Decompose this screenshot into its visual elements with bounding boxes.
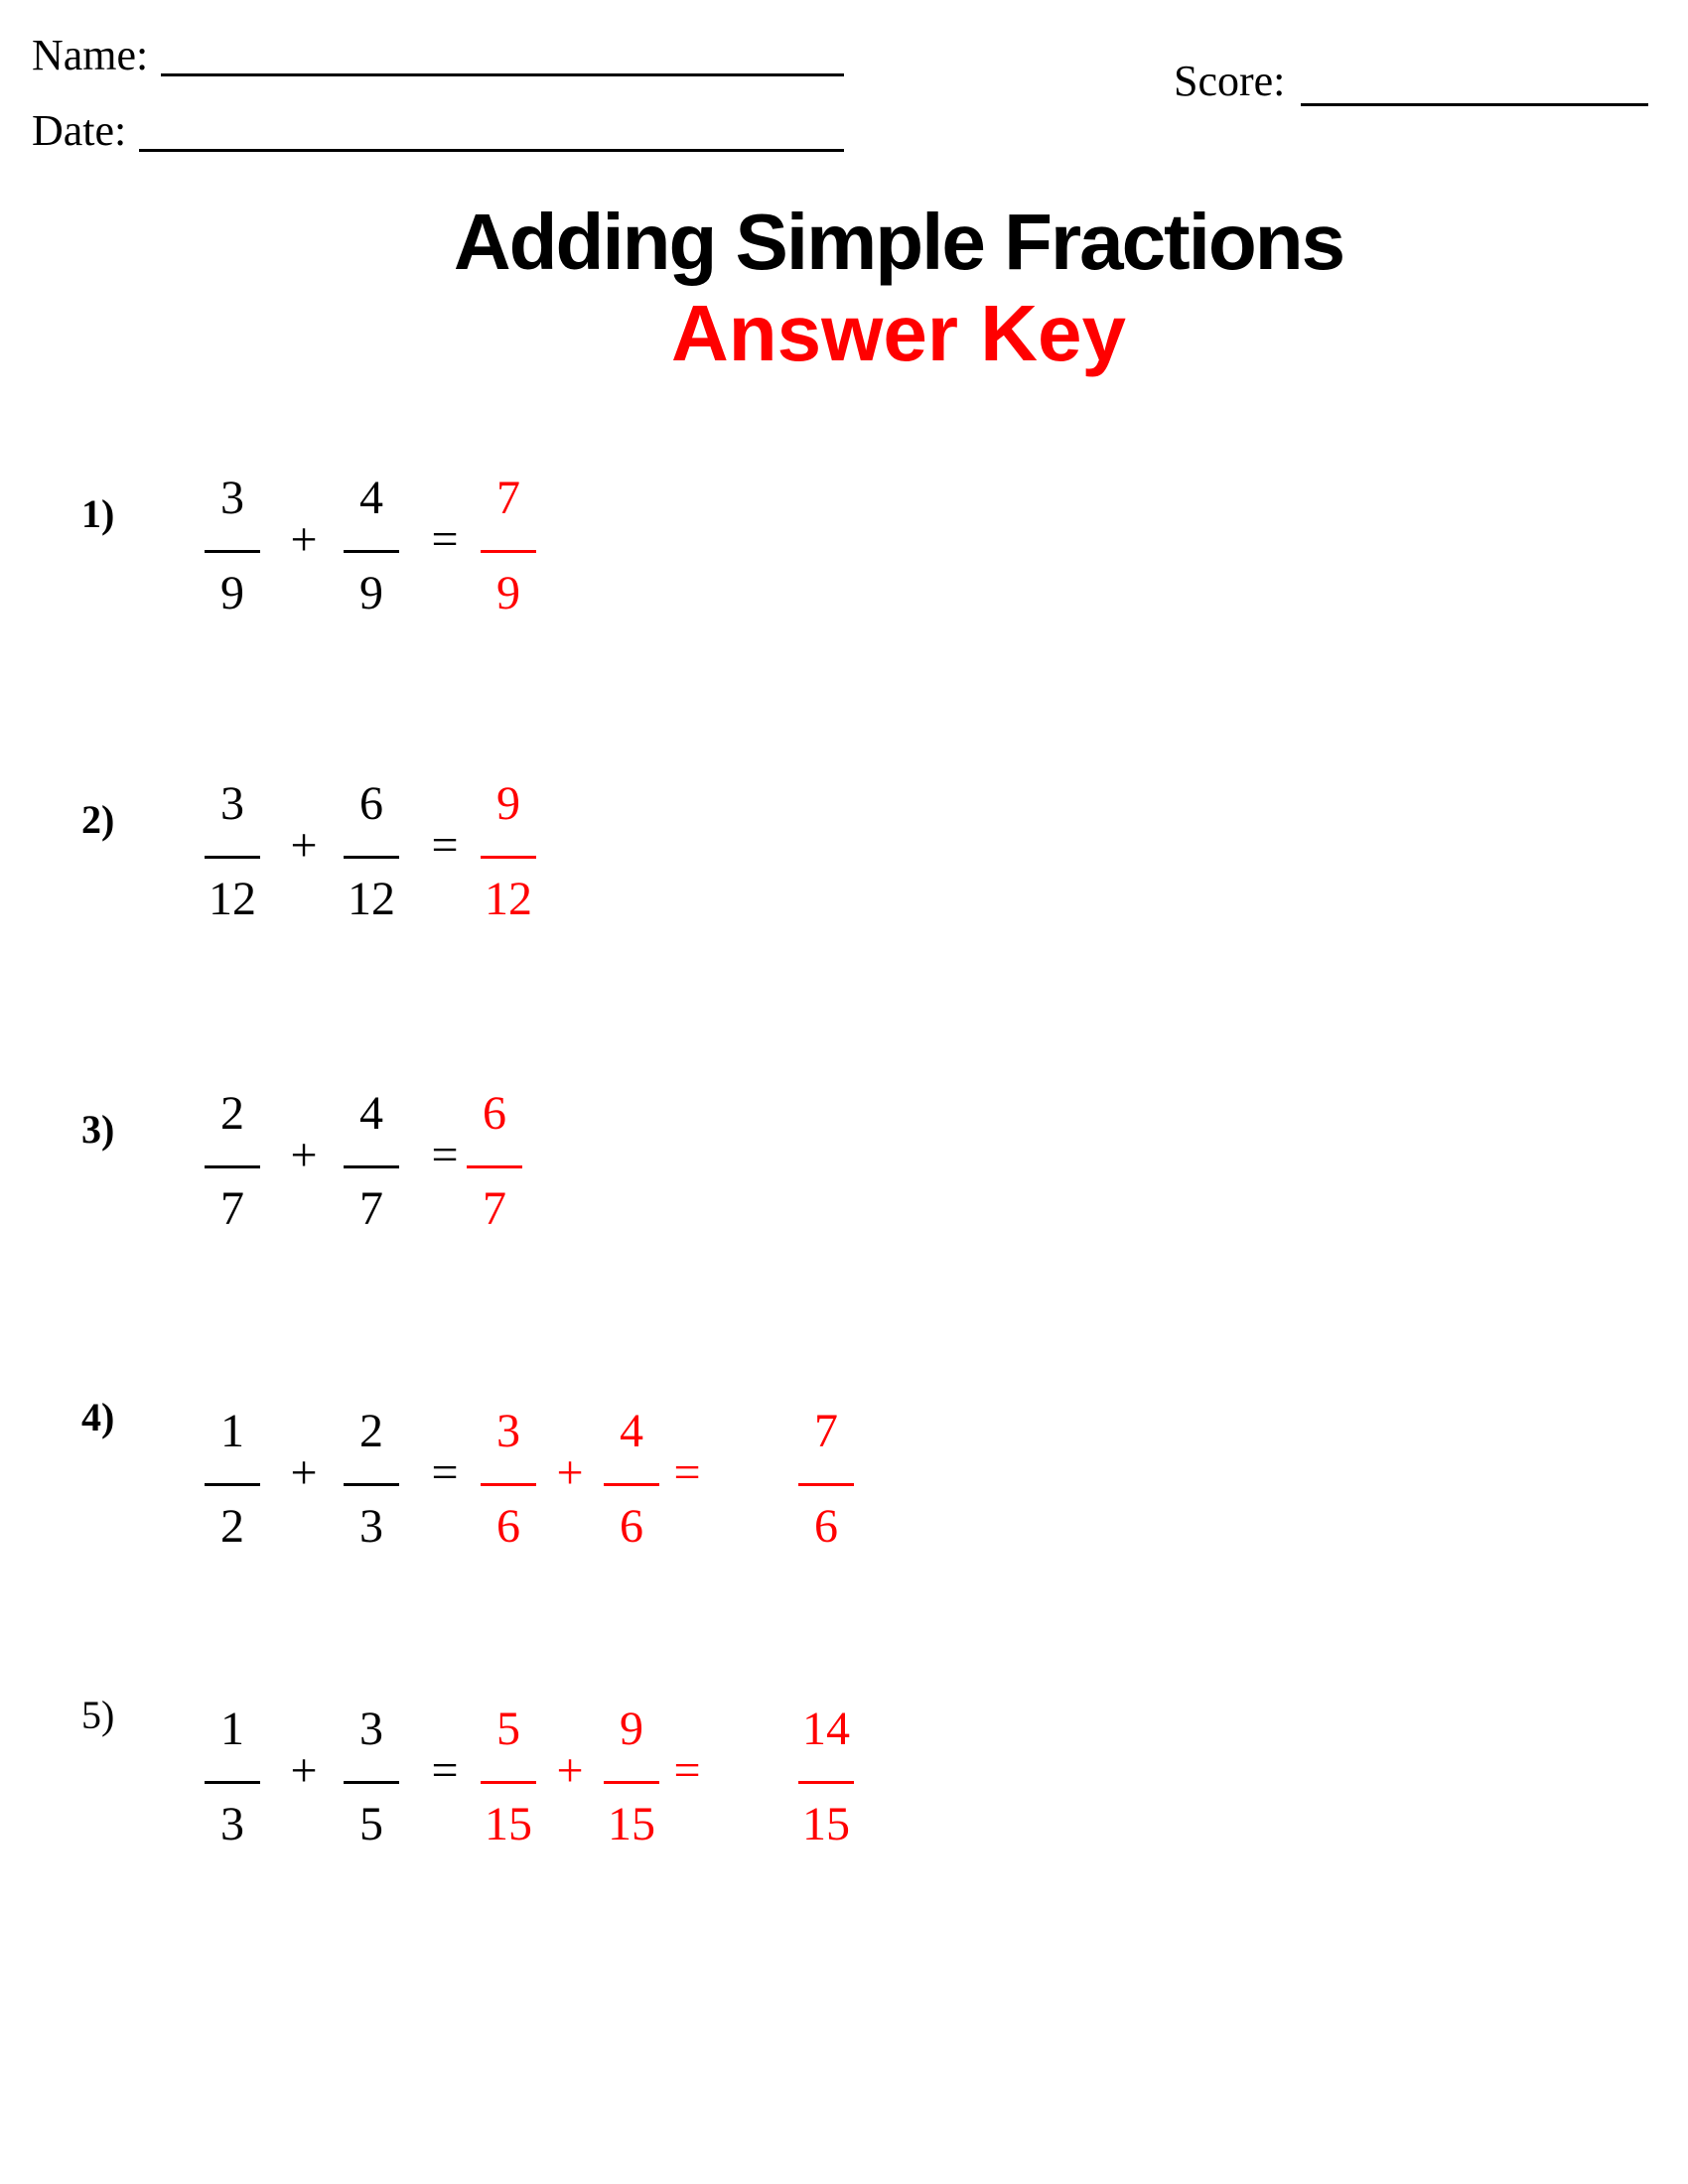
numerator: 6 [483, 1087, 506, 1140]
denominator: 5 [359, 1798, 383, 1850]
step-plus-sign: + [556, 1446, 584, 1499]
denominator: 15 [485, 1798, 532, 1850]
fraction-bar [481, 1781, 536, 1784]
fraction-bar [344, 1165, 399, 1168]
fraction-bar [798, 1483, 854, 1486]
fraction-bar [344, 856, 399, 859]
date-field[interactable] [139, 149, 844, 152]
denominator: 7 [483, 1182, 506, 1235]
worksheet-title: Adding Simple Fractions [453, 198, 1344, 286]
denominator: 6 [814, 1500, 838, 1553]
problem-number: 3) [81, 1107, 115, 1152]
fraction-bar [205, 856, 260, 859]
plus-sign: + [290, 819, 318, 872]
denominator: 15 [802, 1798, 850, 1850]
problem-5 [0, 1693, 1688, 1864]
problem-1 [0, 472, 1688, 633]
problem-number: 1) [81, 491, 115, 536]
numerator: 2 [359, 1405, 383, 1457]
denominator: 6 [620, 1500, 643, 1553]
equals-sign: = [431, 1744, 459, 1797]
denominator: 9 [359, 567, 383, 619]
problem-number: 5) [81, 1693, 115, 1737]
denominator: 6 [496, 1500, 520, 1553]
step-plus-sign: + [556, 1744, 584, 1797]
step-equals-sign: = [673, 1744, 701, 1797]
problem-2 [0, 777, 1688, 939]
numerator: 3 [220, 472, 244, 524]
equals-sign: = [431, 819, 459, 872]
numerator: 14 [802, 1703, 850, 1755]
problem-number: 4) [81, 1395, 115, 1439]
numerator: 9 [620, 1703, 643, 1755]
date-label: Date: [32, 106, 127, 155]
denominator: 9 [220, 567, 244, 619]
numerator: 4 [359, 1087, 383, 1140]
denominator: 3 [220, 1798, 244, 1850]
fraction-bar [481, 856, 536, 859]
equals-sign: = [431, 1446, 459, 1499]
denominator: 9 [496, 567, 520, 619]
fraction-bar [481, 550, 536, 553]
numerator: 7 [814, 1405, 838, 1457]
step-equals-sign: = [673, 1446, 701, 1499]
denominator: 15 [608, 1798, 655, 1850]
numerator: 2 [220, 1087, 244, 1140]
denominator: 12 [209, 873, 256, 925]
fraction-bar [205, 1781, 260, 1784]
score-field[interactable] [1301, 103, 1648, 106]
fraction-bar [481, 1483, 536, 1486]
fraction-bar [604, 1781, 659, 1784]
numerator: 3 [220, 777, 244, 830]
equals-sign: = [431, 1129, 459, 1181]
denominator: 12 [348, 873, 395, 925]
denominator: 3 [359, 1500, 383, 1553]
denominator: 7 [359, 1182, 383, 1235]
problem-4 [0, 1395, 1688, 1567]
fraction-bar [344, 1483, 399, 1486]
fraction-bar [344, 550, 399, 553]
fraction-bar [604, 1483, 659, 1486]
numerator: 1 [220, 1703, 244, 1755]
numerator: 6 [359, 777, 383, 830]
plus-sign: + [290, 1129, 318, 1181]
fraction-bar [467, 1165, 522, 1168]
plus-sign: + [290, 513, 318, 566]
numerator: 4 [359, 472, 383, 524]
problem-number: 2) [81, 797, 115, 842]
plus-sign: + [290, 1446, 318, 1499]
plus-sign: + [290, 1744, 318, 1797]
fraction-bar [205, 550, 260, 553]
fraction-bar [798, 1781, 854, 1784]
denominator: 12 [485, 873, 532, 925]
numerator: 9 [496, 777, 520, 830]
name-label: Name: [32, 31, 149, 79]
problem-3 [0, 1087, 1688, 1249]
denominator: 2 [220, 1500, 244, 1553]
fraction-bar [344, 1781, 399, 1784]
numerator: 5 [496, 1703, 520, 1755]
fraction-bar [205, 1165, 260, 1168]
answer-key-subtitle: Answer Key [671, 289, 1126, 377]
fraction-bar [205, 1483, 260, 1486]
denominator: 7 [220, 1182, 244, 1235]
equals-sign: = [431, 513, 459, 566]
numerator: 3 [359, 1703, 383, 1755]
numerator: 1 [220, 1405, 244, 1457]
numerator: 4 [620, 1405, 643, 1457]
score-label: Score: [1174, 57, 1286, 105]
name-field[interactable] [161, 73, 844, 76]
numerator: 3 [496, 1405, 520, 1457]
numerator: 7 [496, 472, 520, 524]
